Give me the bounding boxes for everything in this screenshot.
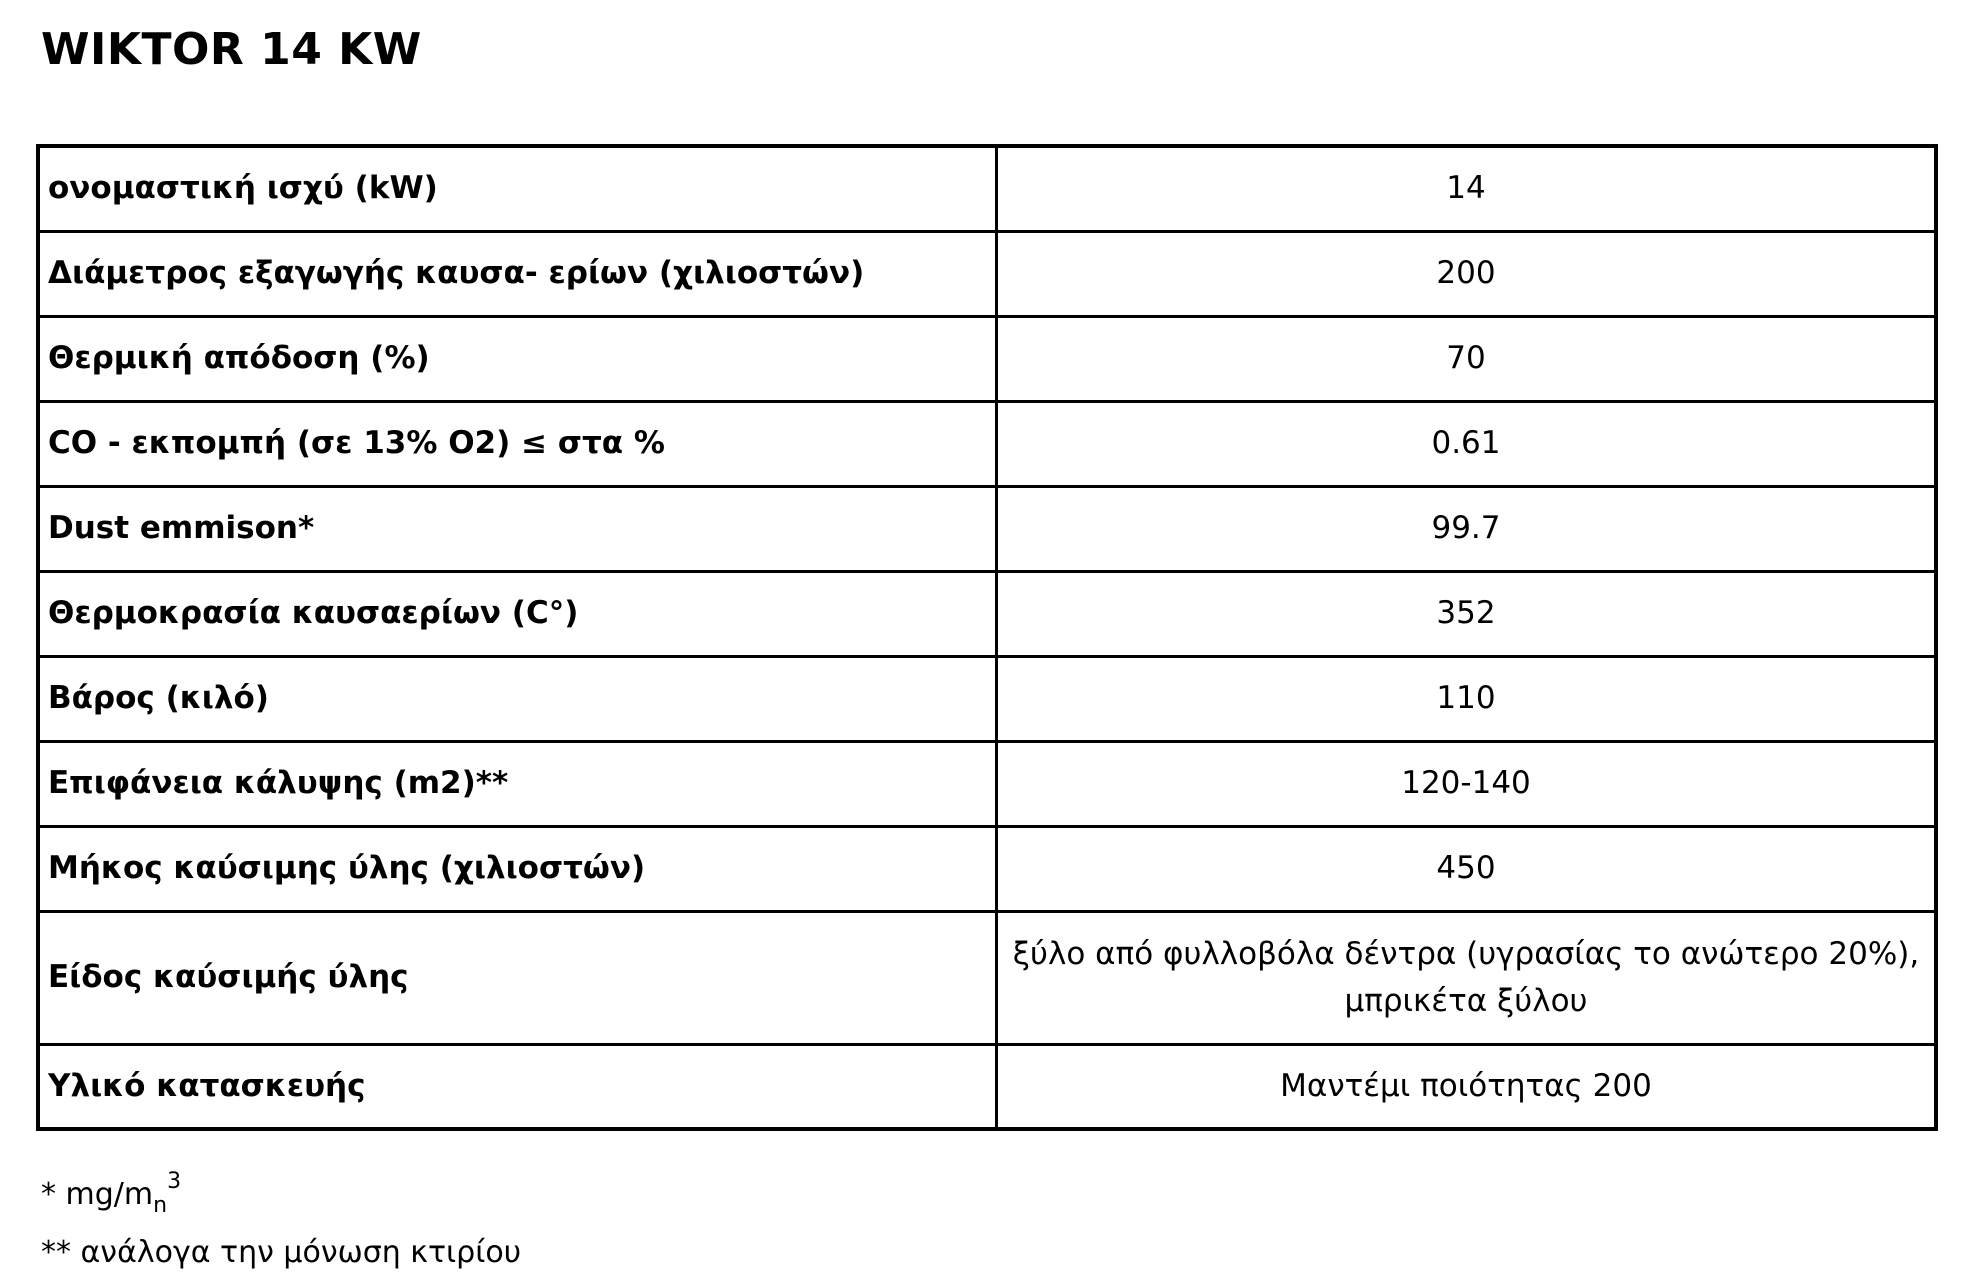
table-row <box>38 1044 1936 1129</box>
spec-label: Θερμική απόδοση (%) <box>38 316 997 401</box>
table-row <box>38 316 1936 401</box>
spec-label: CO - εκπομπή (σε 13% O2) ≤ στα % <box>38 401 997 486</box>
spec-label: Μήκος καύσιμης ύλης (χιλιοστών) <box>38 826 997 911</box>
table-row <box>38 911 1936 1044</box>
spec-value-line: μπρικέτα ξύλου <box>1344 982 1588 1019</box>
spec-label: Dust emmison* <box>38 486 997 571</box>
spec-value: 70 <box>997 316 1937 401</box>
spec-label: Είδος καύσιμής ύλης <box>38 911 997 1044</box>
table-row <box>38 826 1936 911</box>
spec-value: 0.61 <box>997 401 1937 486</box>
spec-label: ονομαστική ισχύ (kW) <box>38 146 997 231</box>
table-row <box>38 741 1936 826</box>
spec-label: Επιφάνεια κάλυψης (m2)** <box>38 741 997 826</box>
spec-label: Υλικό κατασκευής <box>38 1044 997 1129</box>
spec-value: 99.7 <box>997 486 1937 571</box>
table-row <box>38 146 1936 231</box>
table-row <box>38 231 1936 316</box>
page-title: WIKTOR 14 KW <box>41 24 422 75</box>
footnote-subscript: n <box>153 1193 168 1218</box>
footnote-area: ** ανάλογα την μόνωση κτιρίου <box>41 1235 522 1270</box>
spec-value <box>997 911 1937 1044</box>
footnotes <box>41 1158 521 1276</box>
table-row <box>38 486 1936 571</box>
footnote-dust-prefix: * mg/m <box>41 1177 154 1212</box>
spec-value-line: ξύλο από φυλλοβόλα δέντρα (υγρασίας το ανώτερο 20%), <box>1012 935 1920 972</box>
spec-value: 14 <box>997 146 1937 231</box>
table-row <box>38 571 1936 656</box>
spec-label: Διάμετρος εξαγωγής καυσα- ερίων (χιλιοστών) <box>38 231 997 316</box>
footnote-dust-unit <box>41 1158 521 1229</box>
specifications-table <box>36 144 1938 1131</box>
spec-value: 352 <box>997 571 1937 656</box>
spec-value: 200 <box>997 231 1937 316</box>
spec-label: Θερμοκρασία καυσαερίων (C°) <box>38 571 997 656</box>
spec-value: Μαντέμι ποιότητας 200 <box>997 1044 1937 1129</box>
spec-value: 450 <box>997 826 1937 911</box>
table-row <box>38 401 1936 486</box>
spec-value: 110 <box>997 656 1937 741</box>
table-row <box>38 656 1936 741</box>
spec-value: 120-140 <box>997 741 1937 826</box>
footnote-superscript: 3 <box>167 1169 182 1194</box>
spec-label: Βάρος (κιλό) <box>38 656 997 741</box>
